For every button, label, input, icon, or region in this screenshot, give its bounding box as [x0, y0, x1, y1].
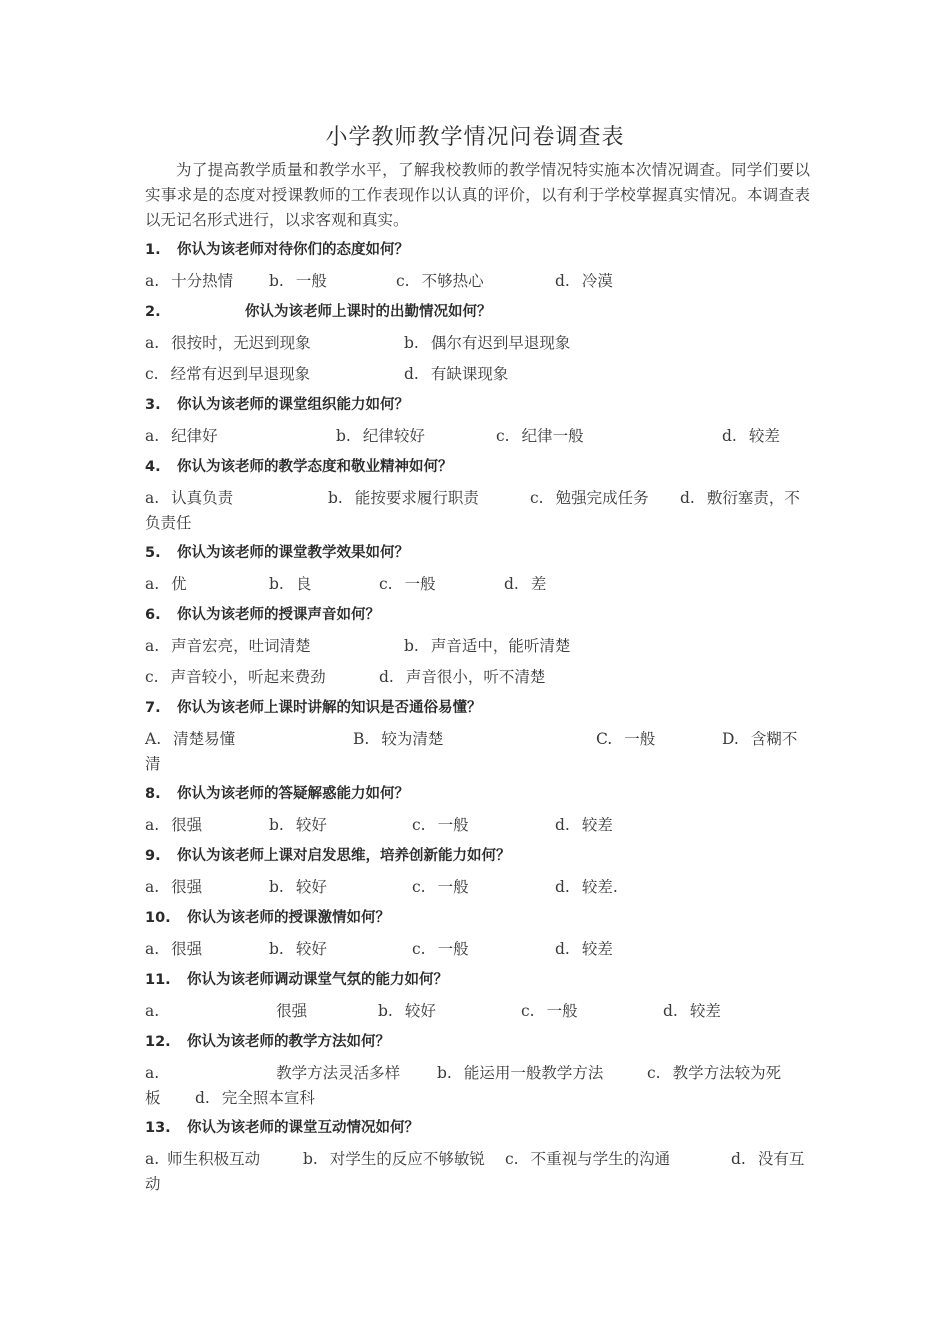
question-2-options-row2 [145, 362, 825, 384]
option-b[interactable]: b. 对学生的反应不够敏锐 [303, 1150, 485, 1168]
intro-paragraph: 为了提高教学质量和教学水平，了解我校教师的教学情况特实施本次情况调查。同学们要以实事求是的态度对授课教师的工作表现作以认真的评价，以有利于学校掌握真实情况。本调查表以无记名形式进行，以求客观和真实。 [145, 161, 810, 229]
question-number: 12. [145, 1034, 171, 1050]
question-text: 你认为该老师的授课激情如何？ [187, 910, 390, 926]
option-c[interactable]: c. 一般 [521, 1002, 578, 1020]
option-c[interactable]: c. 纪律一般 [496, 427, 584, 445]
option-c[interactable]: c. 经常有迟到早退现象 [145, 365, 311, 383]
option-c[interactable]: c. 一般 [412, 816, 469, 834]
question-number: 9. [145, 848, 161, 864]
option-c[interactable]: C. 一般 [596, 730, 656, 748]
question-12-options [145, 1061, 825, 1083]
question-1 [145, 238, 409, 259]
question-text: 你认为该老师的授课声音如何？ [177, 607, 380, 623]
question-6-options-row2 [145, 665, 825, 687]
question-9 [145, 844, 511, 865]
option-a[interactable]: a. 很强 [145, 940, 203, 958]
option-b[interactable]: b. 良 [269, 575, 312, 593]
question-10 [145, 906, 390, 927]
option-a[interactable]: a. 优 [145, 575, 187, 593]
question-8 [145, 782, 409, 803]
question-text: 你认为该老师的教学方法如何？ [187, 1034, 390, 1050]
question-13 [145, 1116, 419, 1137]
question-3 [145, 393, 409, 414]
question-6-options-row1 [145, 634, 825, 656]
option-b[interactable]: b. 较好 [269, 816, 327, 834]
option-continuation: 负责任 [145, 514, 192, 532]
option-b[interactable]: b. 较好 [269, 878, 327, 896]
option-d[interactable]: d. 敷衍塞责，不 [680, 489, 800, 507]
option-a[interactable]: a. 教学方法灵活多样 [145, 1064, 401, 1082]
option-d[interactable]: d. 冷漠 [555, 272, 613, 290]
option-b[interactable]: B. 较为清楚 [353, 730, 444, 748]
question-number: 2. [145, 304, 161, 320]
question-number: 11. [145, 972, 171, 988]
option-a[interactable]: a. 很强 [145, 878, 203, 896]
question-12 [145, 1030, 390, 1051]
option-d[interactable]: d. 较差 [555, 940, 613, 958]
option-c[interactable]: c. 不够热心 [396, 272, 484, 290]
question-2 [145, 300, 492, 321]
option-b[interactable]: b. 较好 [269, 940, 327, 958]
option-b[interactable]: b. 声音适中，能听清楚 [404, 637, 571, 655]
question-number: 5. [145, 545, 161, 561]
option-c[interactable]: c. 一般 [412, 940, 469, 958]
option-c[interactable]: c. 教学方法较为死 [647, 1064, 782, 1082]
page-title: 小学教师教学情况问卷调查表 [325, 125, 625, 150]
question-text: 你认为该老师的课堂组织能力如何？ [177, 397, 409, 413]
option-a[interactable]: a. 很强 [145, 1002, 308, 1020]
option-d[interactable]: d. 声音很小，听不清楚 [379, 668, 546, 686]
question-number: 8. [145, 786, 161, 802]
question-9-options [145, 875, 825, 897]
option-a[interactable]: a. 很强 [145, 816, 203, 834]
option-b[interactable]: b. 偶尔有迟到早退现象 [404, 334, 571, 352]
option-a[interactable]: a. 十分热情 [145, 272, 234, 290]
option-b[interactable]: b. 纪律较好 [336, 427, 425, 445]
question-2-options-row1 [145, 331, 825, 353]
option-b[interactable]: b. 能运用一般教学方法 [437, 1064, 604, 1082]
option-a[interactable]: a. 很按时，无迟到现象 [145, 334, 311, 352]
option-b[interactable]: b. 一般 [269, 272, 327, 290]
option-d[interactable]: d. 有缺课现象 [404, 365, 509, 383]
option-b[interactable]: b. 能按要求履行职责 [328, 489, 479, 507]
question-text: 你认为该老师上课时的出勤情况如何？ [245, 304, 492, 320]
question-number: 4. [145, 459, 161, 475]
question-text: 你认为该老师对待你们的态度如何？ [177, 242, 409, 258]
question-13-options [145, 1147, 825, 1169]
question-text: 你认为该老师的教学态度和敬业精神如何？ [177, 459, 453, 475]
question-7 [145, 696, 482, 717]
question-8-options [145, 813, 825, 835]
option-c[interactable]: c. 勉强完成任务 [530, 489, 649, 507]
option-a[interactable]: a. 纪律好 [145, 427, 218, 445]
question-5-options [145, 572, 825, 594]
question-number: 10. [145, 910, 171, 926]
option-a[interactable]: A. 清楚易懂 [145, 730, 236, 748]
option-a[interactable]: a. 声音宏亮，吐词清楚 [145, 637, 311, 655]
option-a[interactable]: a. 师生积极互动 [145, 1150, 261, 1168]
option-d[interactable]: d. 较差 [722, 427, 780, 445]
option-d[interactable]: D. 含糊不 [722, 730, 798, 748]
question-6 [145, 603, 380, 624]
option-a[interactable]: a. 认真负责 [145, 489, 234, 507]
question-3-options [145, 424, 825, 446]
question-text: 你认为该老师上课对启发思维，培养创新能力如何？ [177, 848, 511, 864]
option-d[interactable]: d. 没有互 [731, 1150, 805, 1168]
question-7-options [145, 727, 825, 749]
question-number: 6. [145, 607, 161, 623]
option-continuation: 清 [145, 755, 161, 773]
option-b[interactable]: b. 较好 [378, 1002, 436, 1020]
question-number: 13. [145, 1120, 171, 1136]
option-c[interactable]: c. 一般 [379, 575, 436, 593]
option-c[interactable]: c. 声音较小，听起来费劲 [145, 668, 326, 686]
question-4-options [145, 486, 825, 508]
option-continuation: 动 [145, 1175, 161, 1193]
question-text: 你认为该老师的课堂教学效果如何？ [177, 545, 409, 561]
option-d[interactable]: d. 完全照本宣科 [195, 1089, 315, 1107]
question-1-options [145, 269, 825, 291]
question-4 [145, 455, 453, 476]
option-c[interactable]: c. 一般 [412, 878, 469, 896]
question-text: 你认为该老师的课堂互动情况如何？ [187, 1120, 419, 1136]
question-10-options [145, 937, 825, 959]
question-number: 1. [145, 242, 161, 258]
question-text: 你认为该老师的答疑解惑能力如何？ [177, 786, 409, 802]
option-d[interactable]: d. 差 [504, 575, 547, 593]
question-number: 7. [145, 700, 161, 716]
option-d[interactable]: d. 较差 [663, 1002, 721, 1020]
question-11 [145, 968, 448, 989]
question-number: 3. [145, 397, 161, 413]
option-d[interactable]: d. 较差. [555, 878, 618, 896]
question-text: 你认为该老师上课时讲解的知识是否通俗易懂？ [177, 700, 482, 716]
question-5 [145, 541, 409, 562]
option-c[interactable]: c. 不重视与学生的沟通 [505, 1150, 671, 1168]
option-d[interactable]: d. 较差 [555, 816, 613, 834]
question-text: 你认为该老师调动课堂气氛的能力如何？ [187, 972, 448, 988]
option-continuation: 板 d. 完全照本宣科 [145, 1086, 161, 1108]
question-11-options [145, 999, 825, 1021]
